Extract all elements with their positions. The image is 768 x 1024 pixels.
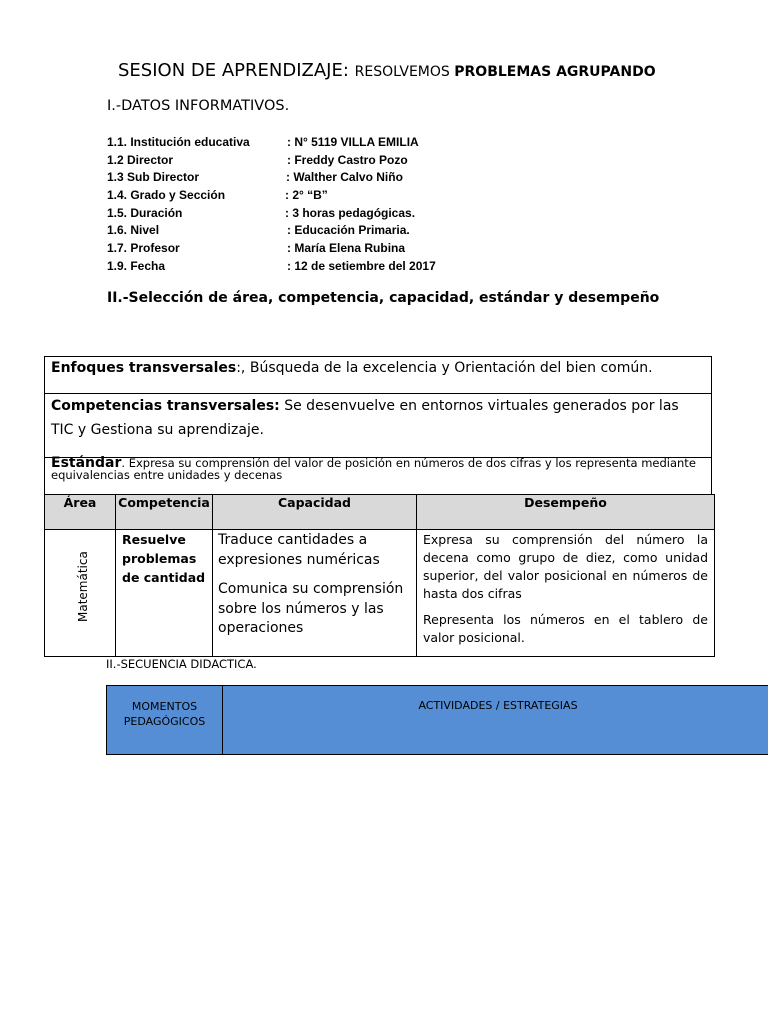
estandar-key: Estándar bbox=[51, 455, 122, 471]
datos-value: : Freddy Castro Pozo bbox=[287, 152, 408, 167]
datos-heading: I.-DATOS INFORMATIVOS. bbox=[107, 98, 290, 114]
desempeno-1: Expresa su comprensión del número la decena como grupo de diez, como unidad superior, del valor posicional en números de hasta dos cifras bbox=[423, 532, 708, 601]
area-cell bbox=[45, 530, 116, 657]
datos-value: : Walther Calvo Niño bbox=[286, 170, 403, 185]
title-part-1: SESION DE APRENDIZAJE: bbox=[118, 60, 355, 81]
datos-value: : 3 horas pedagógicas. bbox=[285, 205, 416, 220]
enfoques-key: Enfoques transversales bbox=[51, 360, 237, 376]
area-table bbox=[44, 494, 715, 657]
secuencia-heading: II.-SECUENCIA DIDACTICA. bbox=[106, 657, 257, 671]
table-row bbox=[45, 530, 715, 657]
datos-value: : María Elena Rubina bbox=[287, 241, 406, 256]
enfoques-box bbox=[44, 356, 712, 394]
datos-label: 1.4. Grado y Sección bbox=[107, 188, 226, 203]
datos-label: 1.5. Duración bbox=[107, 205, 183, 220]
datos-label: 1.6. Nivel bbox=[107, 223, 160, 238]
datos-label: 1.7. Profesor bbox=[107, 241, 180, 256]
capacidad-2: Comunica su comprensión sobre los números y las operaciones bbox=[218, 581, 404, 636]
momentos-header: MOMENTOS PEDAGÓGICOS bbox=[107, 686, 223, 754]
datos-value: : 12 de setiembre del 2017 bbox=[287, 258, 436, 273]
competencia-cell: Resuelve problemas de cantidad bbox=[116, 530, 213, 657]
desempeno-2: Representa los números en el tablero de valor posicional. bbox=[423, 612, 708, 645]
competencias-key: Competencias transversales: bbox=[51, 398, 280, 414]
header-area: Área bbox=[45, 495, 116, 530]
datos-label: 1.1. Institución educativa bbox=[107, 135, 250, 149]
header-competencia: Competencia bbox=[116, 495, 213, 530]
datos-value: : 2° “B” bbox=[285, 188, 328, 203]
datos-label: 1.9. Fecha bbox=[107, 258, 166, 273]
header-desempeno: Desempeño bbox=[417, 495, 715, 530]
title-part-3: PROBLEMAS AGRUPANDO bbox=[454, 64, 656, 80]
datos-value: : Educación Primaria. bbox=[287, 223, 410, 238]
session-title bbox=[118, 60, 656, 81]
table-header-row bbox=[45, 495, 715, 530]
desempeno-cell bbox=[417, 530, 715, 657]
datos-label: 1.3 Sub Director bbox=[107, 170, 200, 185]
competencias-transversales-box bbox=[44, 393, 712, 458]
capacidad-cell bbox=[213, 530, 417, 657]
seleccion-heading: II.-Selección de área, competencia, capacidad, estándar y desempeño bbox=[107, 290, 660, 306]
secuencia-table-header bbox=[106, 685, 768, 755]
actividades-header: ACTIVIDADES / ESTRATEGIAS bbox=[418, 699, 578, 712]
title-part-2: RESOLVEMOS bbox=[354, 64, 455, 80]
competencias-value: Se desenvuelve en entornos virtuales generados por las TIC y Gestiona su aprendizaje. bbox=[51, 398, 679, 438]
header-capacidad: Capacidad bbox=[213, 495, 417, 530]
datos-label: 1.2 Director bbox=[107, 152, 174, 167]
datos-value: : N° 5119 VILLA EMILIA bbox=[287, 135, 419, 149]
area-label: Matemática bbox=[76, 551, 90, 622]
estandar-value: . Expresa su comprensión del valor de posición en números de dos cifras y los representa mediante equivalencias entre unidades y decenas bbox=[51, 456, 696, 482]
estandar-box bbox=[44, 457, 712, 494]
capacidad-1: Traduce cantidades a expresiones numéricas bbox=[218, 532, 380, 568]
enfoques-value: :, Búsqueda de la excelencia y Orientación del bien común. bbox=[236, 360, 653, 376]
